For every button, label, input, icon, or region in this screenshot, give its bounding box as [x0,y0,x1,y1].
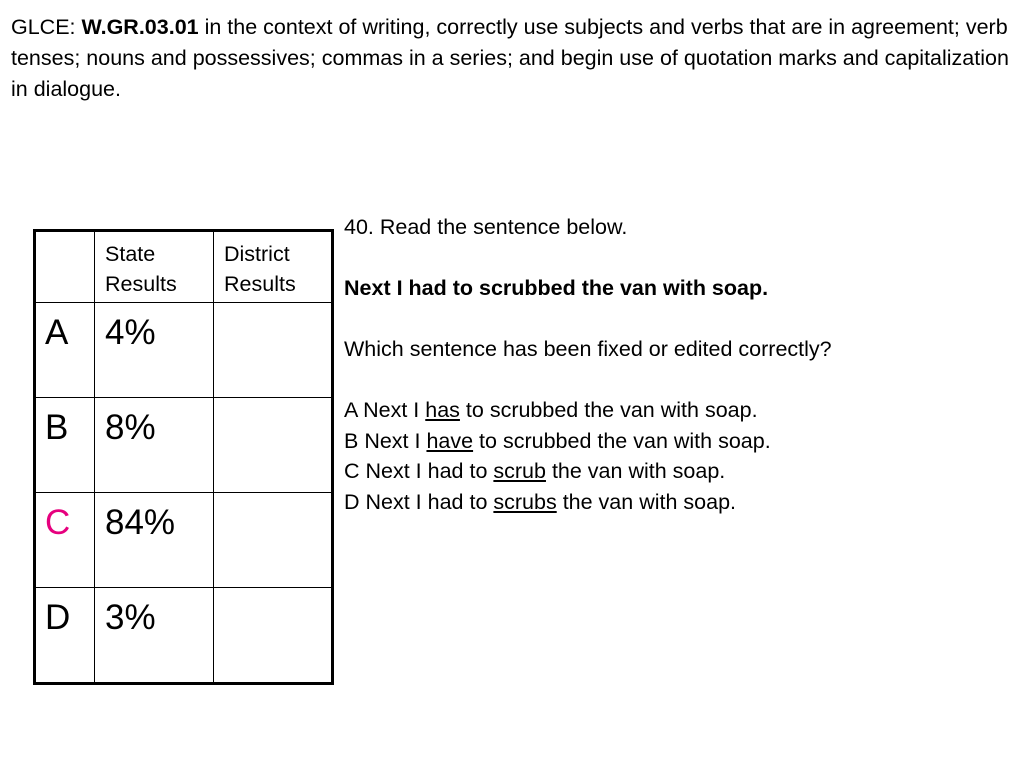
district-header-line1: District [224,242,290,266]
table-header-row [35,231,333,303]
state-result-value: 84% [105,503,176,542]
results-table [33,229,334,685]
standard-description: in the context of writing, correctly use subjects and verbs that are in agreement; verb tenses; nouns and possessives; commas in a series; and begin use of quotation marks and capitalization in dialogue. [11,15,1009,101]
table-row [35,398,333,493]
district-result-value [214,588,331,598]
underlined-word: scrubs [493,489,557,514]
table-row [35,303,333,398]
question-sentence: Next I had to scrubbed the van with soap. [344,276,769,300]
state-result-value: 3% [105,598,156,637]
question-prompt: Which sentence has been fixed or edited correctly? [344,337,832,361]
answer-letter: D [45,598,71,637]
answer-option-a: A Next I has to scrubbed the van with soap. [344,398,758,422]
underlined-word: have [426,428,474,453]
answer-letter: B [45,408,69,447]
table-row [35,588,333,684]
question-block [344,212,1014,517]
district-header-line2: Results [224,272,296,296]
underlined-word: has [425,398,460,422]
state-result-value: 4% [105,313,156,352]
state-header-line1: State [105,242,156,266]
standard-header [11,12,1016,105]
state-header-line2: Results [105,272,177,296]
header-state-results [95,231,214,303]
header-district-results [214,231,333,303]
answer-option-c: C Next I had to scrub the van with soap. [344,459,726,483]
answer-letter: A [45,313,69,352]
question-number-line: 40. Read the sentence below. [344,215,628,239]
district-result-value [214,493,331,503]
answer-letter-correct: C [45,503,71,542]
state-result-value: 8% [105,408,156,447]
standard-code: W.GR.03.01 [81,15,199,39]
header-prefix: GLCE: [11,15,82,39]
answer-option-b: B Next I have to scrubbed the van with soap. [344,428,771,453]
header-blank-cell [35,231,95,303]
underlined-word: scrub [493,459,546,483]
district-result-value [214,398,331,408]
answer-option-d: D Next I had to scrubs the van with soap. [344,489,736,514]
table-row [35,493,333,588]
district-result-value [214,303,331,313]
